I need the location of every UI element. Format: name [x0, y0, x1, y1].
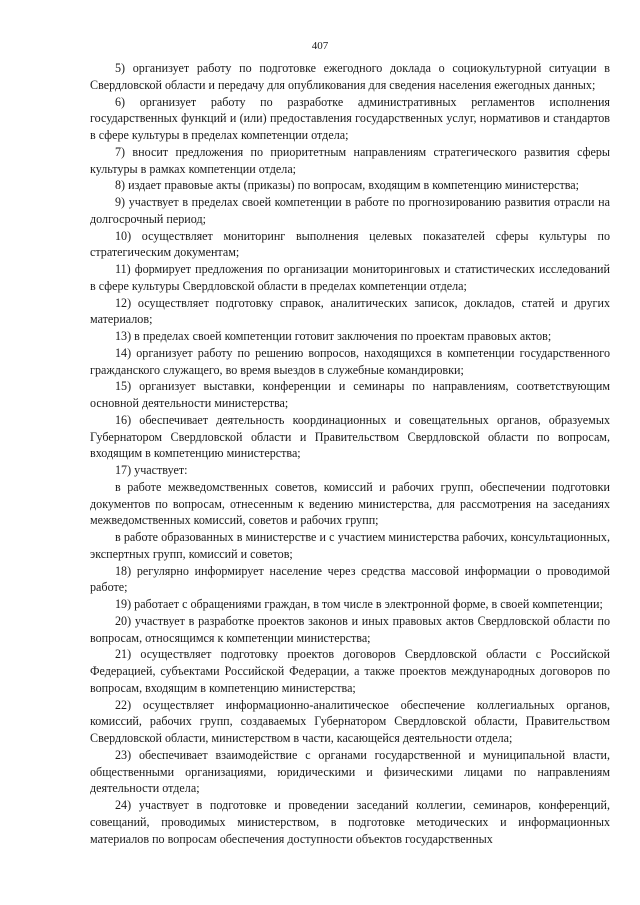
paragraph-6: 6) организует работу по разработке административных регламентов исполнения государственных функций и (или) предоставления государственных услуг, нормативов и стандартов в сфере культуры в пределах компетенции отдела;: [90, 94, 610, 142]
paragraph-5: 5) организует работу по подготовке ежегодного доклада о социокультурной ситуации в Свердловской области и передачу для опубликования для сведения населения ежегодных данных;: [90, 61, 610, 92]
paragraph-15: 15) организует выставки, конференции и семинары по направлениям, соответствующим основной деятельности министерства;: [90, 379, 610, 410]
paragraph-17-item-2: в работе образованных в министерстве и с участием министерства рабочих, консультационных, экспертных групп, комиссий и советов;: [90, 530, 610, 561]
paragraph-20: 20) участвует в разработке проектов законов и иных правовых актов Свердловской области по вопросам, относящимся к компетенции министерства;: [90, 613, 610, 645]
paragraph-10: 10) осуществляет мониторинг выполнения целевых показателей сферы культуры по стратегическим документам;: [90, 228, 610, 260]
paragraph-17-item-1: в работе межведомственных советов, комиссий и рабочих групп, обеспечении подготовки документов по вопросам, отнесенным к ведению министерства, для рассмотрения на заседаниях межведомственных комиссий, советов и рабочих групп;: [90, 479, 610, 528]
paragraph-18: 18) регулярно информирует население через средства массовой информации о проводимой работе;: [90, 563, 610, 595]
paragraph-16: 16) обеспечивает деятельность координационных и совещательных органов, образуемых Губернатором Свердловской области и Правительством Свердловской области по вопросам, входящим в компетенцию министерства;: [90, 412, 610, 461]
paragraph-9: 9) участвует в пределах своей компетенции в работе по прогнозированию развития отрасли на долгосрочный период;: [90, 195, 610, 226]
paragraph-19: 19) работает с обращениями граждан, в том числе в электронной форме, в своей компетенции;: [115, 597, 603, 611]
paragraph-13: 13) в пределах своей компетенции готовит заключения по проектам правовых актов;: [115, 329, 552, 343]
paragraph-8: 8) издает правовые акты (приказы) по вопросам, входящим в компетенцию министерства;: [115, 178, 580, 193]
paragraph-17: 17) участвует:: [115, 463, 188, 477]
document-body: [90, 60, 610, 847]
paragraph-21: 21) осуществляет подготовку проектов договоров Свердловской области с Российской Федерацией, субъектами Российской Федерации, а также проектов международных договоров по вопросам, входящим в компетенцию министерства;: [90, 647, 610, 695]
paragraph-7: 7) вносит предложения по приоритетным направлениям стратегического развития сферы культуры в рамках компетенции отдела;: [90, 144, 610, 176]
paragraph-22: 22) осуществляет информационно-аналитическое обеспечение коллегиальных органов, комиссий, рабочих групп, создаваемых Губернатором Свердловской области, Правительством Свердловской области, министерством в части, касающейся деятельности отдела;: [90, 697, 610, 745]
paragraph-23: 23) обеспечивает взаимодействие с органами государственной и муниципальной власти, общественными организациями, юридическими и физическими лицами по направлениям деятельности отдела;: [90, 747, 610, 796]
paragraph-12: 12) осуществляет подготовку справок, аналитических записок, докладов, статей и других материалов;: [90, 295, 610, 327]
page-number: 407: [311, 40, 329, 52]
paragraph-14: 14) организует работу по решению вопросов, находящихся в компетенции государственного гражданского служащего, во время выездов в служебные командировки;: [90, 345, 610, 377]
paragraph-24: 24) участвует в подготовке и проведении заседаний коллегии, семинаров, конференций, совещаний, проводимых министерством, в подготовке методических и информационных материалов по вопросам обеспечения доступности объектов государственных: [90, 798, 610, 846]
paragraph-11: 11) формирует предложения по организации мониторинговых и статистических исследований в сфере культуры Свердловской области в пределах компетенции отдела;: [90, 262, 610, 293]
